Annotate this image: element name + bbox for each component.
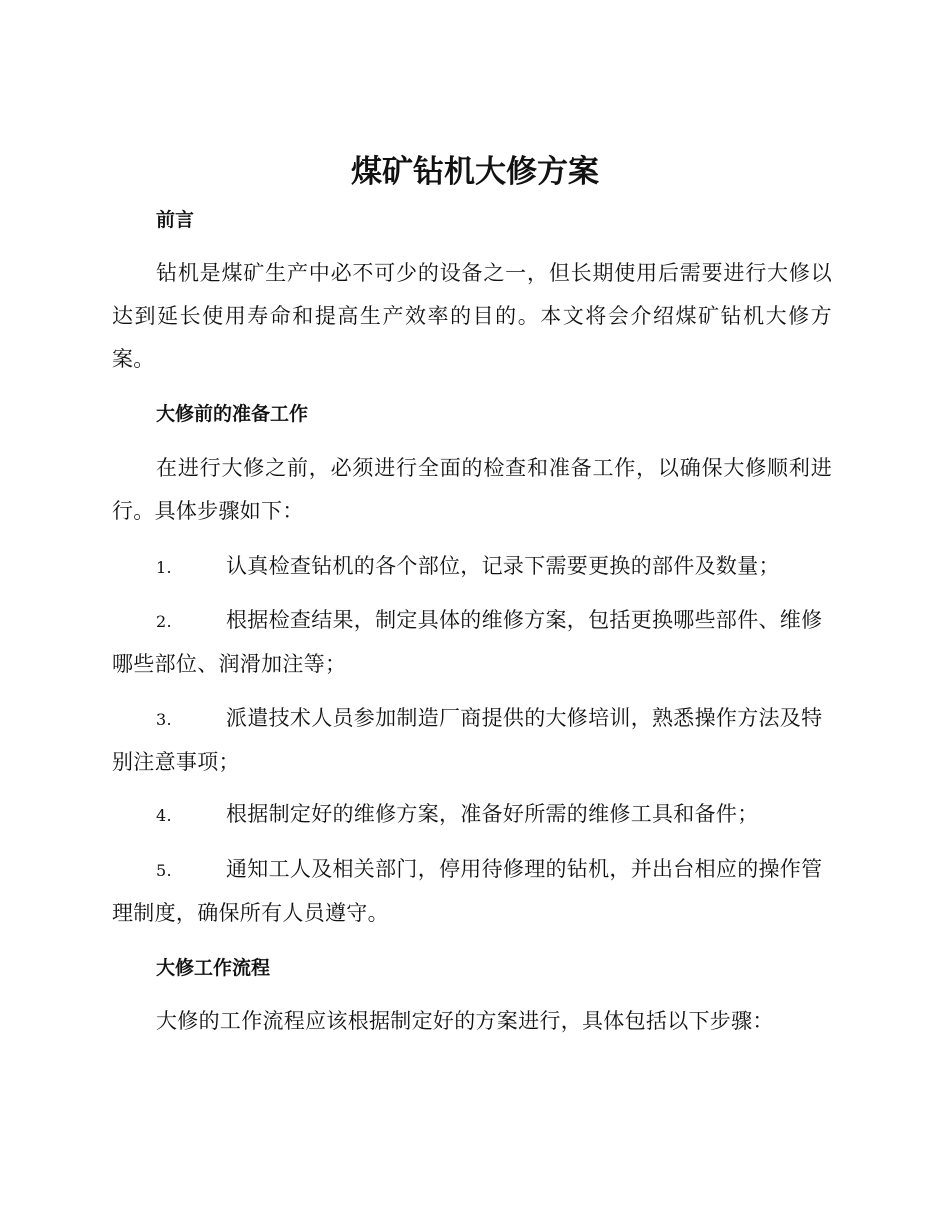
paragraph-workflow: 大修的工作流程应该根据制定好的方案进行，具体包括以下步骤：: [156, 1009, 774, 1033]
paragraph-preface: 钻机是煤矿生产中必不可少的设备之一，但长期使用后需要进行大修以达到延长使用寿命和提高生产效率的目的。本文将会介绍煤矿钻机大修方案。: [112, 261, 832, 371]
list-item-number: 1.: [156, 558, 172, 577]
list-item-text: 根据制定好的维修方案，准备好所需的维修工具和备件；: [226, 802, 759, 826]
list-item: [112, 793, 832, 837]
list-item: [112, 697, 832, 784]
section-heading-workflow: 大修工作流程: [156, 957, 271, 979]
list-item-number: 2.: [156, 612, 172, 631]
list-item: [112, 545, 832, 589]
section-heading-preface: 前言: [156, 209, 195, 231]
list-item-text: 派遣技术人员参加制造厂商提供的大修培训，熟悉操作方法及特别注意事项；: [112, 706, 823, 774]
list-item-number: 3.: [156, 710, 172, 729]
list-item: [112, 848, 832, 935]
document-title: 煤矿钻机大修方案: [351, 154, 599, 190]
section-heading-preparation: 大修前的准备工作: [156, 403, 309, 425]
list-item-number: 4.: [156, 806, 172, 825]
paragraph-preparation: 在进行大修之前，必须进行全面的检查和准备工作，以确保大修顺利进行。具体步骤如下：: [112, 456, 832, 523]
list-item-number: 5.: [156, 861, 172, 880]
list-item-text: 根据检查结果，制定具体的维修方案，包括更换哪些部件、维修哪些部位、润滑加注等；: [112, 608, 823, 676]
list-item-text: 通知工人及相关部门，停用待修理的钻机，并出台相应的操作管理制度，确保所有人员遵守。: [112, 857, 823, 925]
list-item-text: 认真检查钻机的各个部位，记录下需要更换的部件及数量；: [226, 554, 780, 578]
list-item: [112, 599, 832, 686]
